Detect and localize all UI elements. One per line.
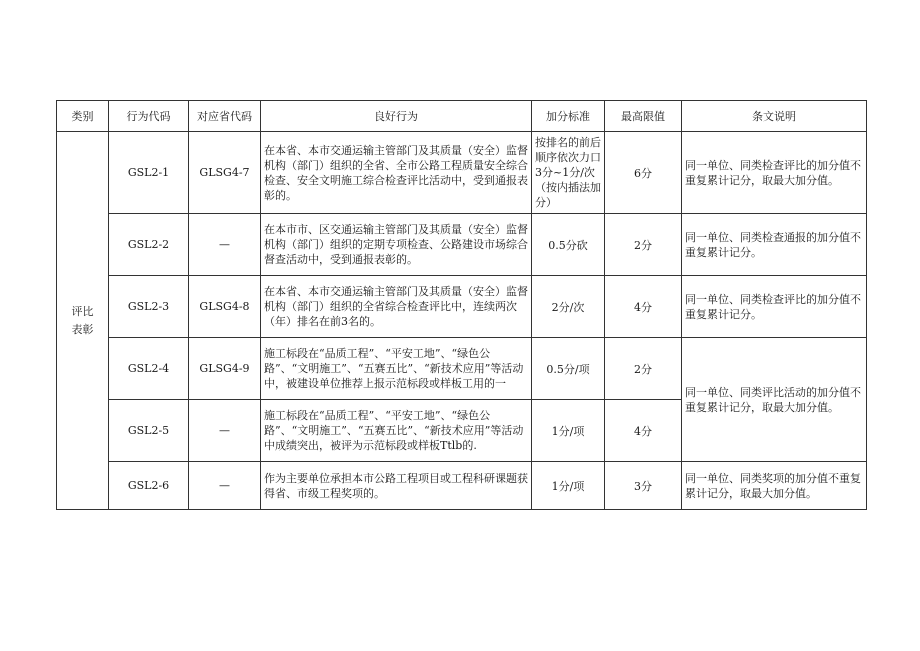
code-cell: GSL2-3 — [109, 276, 189, 338]
header-prov-code: 对应省代码 — [189, 101, 261, 132]
limit-cell: 2分 — [605, 338, 682, 400]
behavior-cell: 在本省、本市交通运输主管部门及其质量（安全）监督机构（部门）组织的全省综合检查评比中，连续两次（年）排名在前3名的。 — [261, 276, 532, 338]
scoring-table — [56, 100, 867, 510]
limit-cell: 4分 — [605, 400, 682, 462]
header-behavior: 良好行为 — [261, 101, 532, 132]
behavior-cell: 施工标段在“品质工程”、“平安工地”、“绿色公路”、“文明施工”、“五赛五比”、“新技术应用”等活动中，被建设单位推荐上报示范标段或样板工用的一 — [261, 338, 532, 400]
prov-code-cell: — — [189, 400, 261, 462]
code-cell: GSL2-5 — [109, 400, 189, 462]
standard-cell: 1分/项 — [532, 462, 605, 510]
prov-code-cell: — — [189, 214, 261, 276]
table-row — [57, 132, 867, 214]
standard-cell: 按排名的前后顺序依次力口3分~1分/次（按内插法加分） — [532, 132, 605, 214]
header-category: 类别 — [57, 101, 109, 132]
standard-cell: 2分/次 — [532, 276, 605, 338]
header-row — [57, 101, 867, 132]
table-row — [57, 276, 867, 338]
code-cell: GSL2-1 — [109, 132, 189, 214]
table-row — [57, 338, 867, 400]
prov-code-cell: GLSG4-9 — [189, 338, 261, 400]
header-limit: 最高限值 — [605, 101, 682, 132]
behavior-cell: 施工标段在“品质工程”、“平安工地”、“绿色公路”、“文明施工”、“五赛五比”、“新技术应用”等活动中成绩突出，被评为示范标段或样板Ttlb的. — [261, 400, 532, 462]
limit-cell: 2分 — [605, 214, 682, 276]
category-line-2: 表彰 — [71, 322, 94, 336]
category-line-1: 评比 — [71, 304, 94, 318]
limit-cell: 3分 — [605, 462, 682, 510]
code-cell: GSL2-2 — [109, 214, 189, 276]
prov-code-cell: — — [189, 462, 261, 510]
behavior-cell: 在本市市、区交通运输主管部门及其质量（安全）监督机构（部门）组织的定期专项检查、公路建设市场综合督查活动中，受到通报表彰的。 — [261, 214, 532, 276]
behavior-cell: 在本省、本市交通运输主管部门及其质量（安全）监督机构（部门）组织的全省、全市公路工程质量安全综合检查、安全文明施工综合检查评比活动中，受到通报表彰的。 — [261, 132, 532, 214]
standard-cell: 0.5分砍 — [532, 214, 605, 276]
limit-cell: 4分 — [605, 276, 682, 338]
prov-code-cell: GLSG4-7 — [189, 132, 261, 214]
header-note: 条文说明 — [682, 101, 867, 132]
prov-code-cell: GLSG4-8 — [189, 276, 261, 338]
code-cell: GSL2-6 — [109, 462, 189, 510]
table-row — [57, 462, 867, 510]
note-cell: 同一单位、同类检查通报的加分值不重复累计记分。 — [682, 214, 867, 276]
limit-cell: 6分 — [605, 132, 682, 214]
code-cell: GSL2-4 — [109, 338, 189, 400]
note-cell: 同一单位、同类评比活动的加分值不重复累计记分，取最大加分值。 — [682, 338, 867, 462]
standard-cell: 1分/项 — [532, 400, 605, 462]
category-cell — [57, 132, 109, 510]
note-cell: 同一单位、同类检查评比的加分值不重复累计记分。 — [682, 276, 867, 338]
table-row — [57, 214, 867, 276]
note-cell: 同一单位、同类检查评比的加分值不重复累计记分，取最大加分值。 — [682, 132, 867, 214]
behavior-cell: 作为主要单位承担本市公路工程项目或工程科研课题获得省、市级工程奖项的。 — [261, 462, 532, 510]
header-code: 行为代码 — [109, 101, 189, 132]
header-standard: 加分标准 — [532, 101, 605, 132]
note-cell: 同一单位、同类奖项的加分值不重复累计记分，取最大加分值。 — [682, 462, 867, 510]
standard-cell: 0.5分/项 — [532, 338, 605, 400]
